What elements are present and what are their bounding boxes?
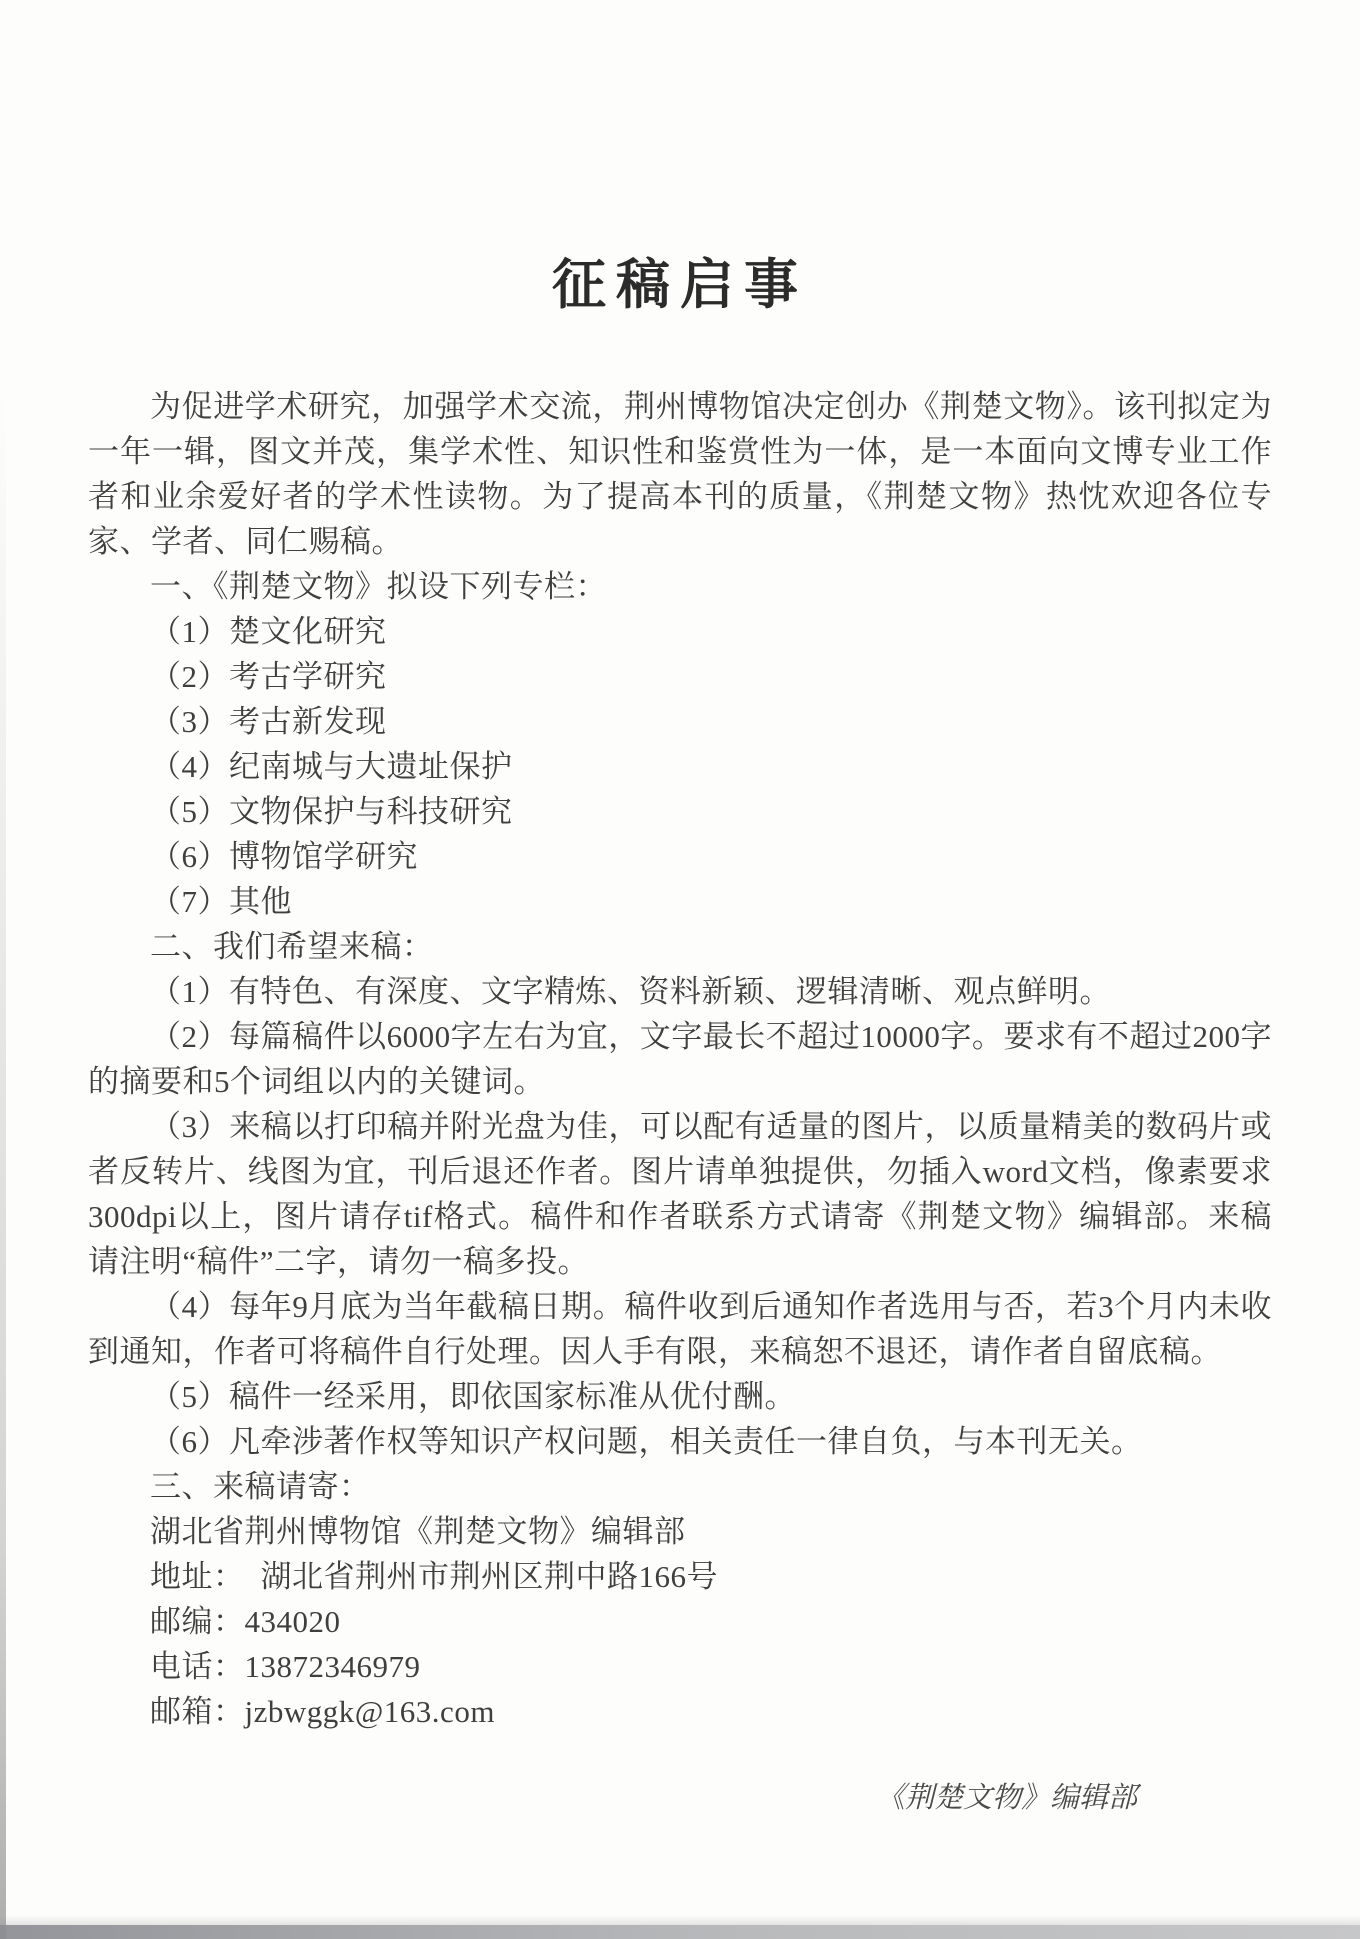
section2-item-3: （3）来稿以打印稿并附光盘为佳，可以配有适量的图片，以质量精美的数码片或者反转片、线图为宜，刊后退还作者。图片请单独提供，勿插入word文档，像素要求300dpi以上，图片请存tif格式。稿件和作者联系方式请寄《荆楚文物》编辑部。来稿请注明“稿件”二字，请勿一稿多投。 — [88, 1109, 1272, 1279]
section2-item-1: （1）有特色、有深度、文字精炼、资料新颖、逻辑清晰、观点鲜明。 — [150, 974, 1111, 1009]
section2-item-2: （2）每篇稿件以6000字左右为宜，文字最长不超过10000字。要求有不超过200字的摘要和5个词组以内的关键词。 — [88, 1019, 1272, 1099]
section1-item-2: （2）考古学研究 — [150, 659, 387, 694]
section1-heading: 一、《荆楚文物》拟设下列专栏： — [150, 569, 607, 604]
section3-heading: 三、来稿请寄： — [150, 1469, 371, 1504]
section2-item-5: （5）稿件一经采用，即依国家标准从优付酬。 — [150, 1379, 796, 1414]
section1-item-7: （7）其他 — [150, 884, 292, 919]
section1-item-6: （6）博物馆学研究 — [150, 839, 418, 874]
page-title: 征稿启事 — [552, 255, 808, 315]
editorial-signature: 《荆楚文物》编辑部 — [875, 1782, 1137, 1814]
section2-item-4: （4）每年9月底为当年截稿日期。稿件收到后通知作者选用与否，若3个月内未收到通知，作者可将稿件自行处理。因人手有限，来稿恕不退还，请作者自留底稿。 — [88, 1289, 1272, 1369]
scan-edge-shadow — [0, 1915, 1360, 1925]
section1-item-3: （3）考古新发现 — [150, 704, 387, 739]
section2-heading: 二、我们希望来稿： — [150, 929, 434, 964]
section1-item-4: （4）纪南城与大遗址保护 — [150, 749, 513, 784]
address-line: 地址： 湖北省荆州市荆州区荆中路166号 — [150, 1559, 718, 1594]
phone-line: 电话：13872346979 — [150, 1649, 421, 1684]
mailing-recipient-line: 湖北省荆州博物馆《荆楚文物》编辑部 — [150, 1514, 686, 1549]
email-line: 邮箱：jzbwggk@163.com — [150, 1694, 495, 1729]
section2-item-6: （6）凡牵涉著作权等知识产权问题，相关责任一律自负，与本刊无关。 — [150, 1424, 1143, 1459]
scan-edge-left — [0, 0, 6, 1939]
section1-item-5: （5）文物保护与科技研究 — [150, 794, 513, 829]
scan-edge-bottom — [0, 1925, 1360, 1939]
intro-paragraph: 为促进学术研究，加强学术交流，荆州博物馆决定创办《荆楚文物》。该刊拟定为一年一辑，图文并茂，集学术性、知识性和鉴赏性为一体，是一本面向文博专业工作者和业余爱好者的学术性读物。为了提高本刊的质量，《荆楚文物》热忱欢迎各位专家、学者、同仁赐稿。 — [88, 389, 1272, 559]
postcode-line: 邮编：434020 — [150, 1604, 341, 1639]
section1-item-1: （1）楚文化研究 — [150, 614, 387, 649]
